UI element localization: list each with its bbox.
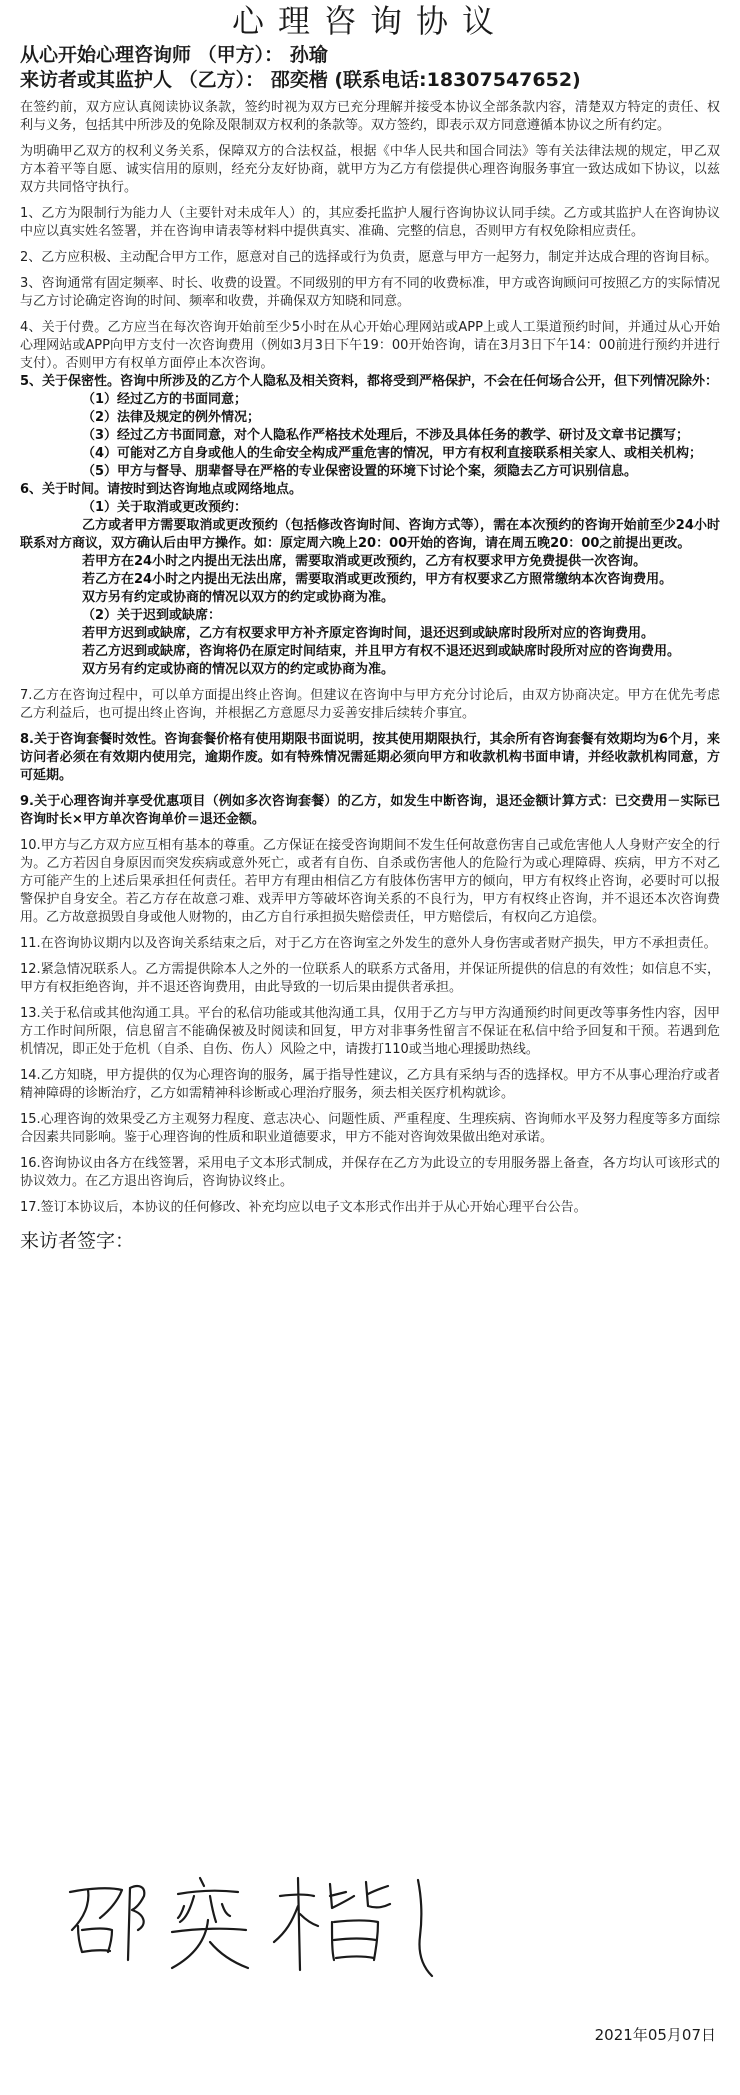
clause-2: 2、乙方应积极、主动配合甲方工作，愿意对自己的选择或行为负责，愿意与甲方一起努力，制定并达成合理的咨询目标。: [20, 250, 718, 265]
clause-6-sub-1-para-4: 双方另有约定或协商的情况以双方的约定或协商为准。: [82, 590, 395, 605]
clause-7: 7.乙方在咨询过程中，可以单方面提出终止咨询。但建议在咨询中与甲方充分讨论后，由双方协商决定。甲方在优先考虑乙方利益后，也可提出终止咨询，并根据乙方意愿尽力妥善安排后续转介事宜。: [20, 688, 720, 721]
clause-14: 14.乙方知晓，甲方提供的仅为心理咨询的服务，属于指导性建议，乙方具有采纳与否的选择权。甲方不从事心理治疗或者精神障碍的诊断治疗，乙方如需精神科诊断或心理治疗服务，须去相关医疗机构就诊。: [20, 1068, 720, 1101]
clause-6-head: 6、关于时间。请按时到达咨询地点或网络地点。: [20, 482, 303, 497]
clause-13: 13.关于私信或其他沟通工具。平台的私信功能或其他沟通工具，仅用于乙方与甲方沟通预约时间更改等事务性内容，因甲方工作时间所限，信息留言不能确保被及时阅读和回复，甲方对非事务性留言不保证在私信中给予回复和干预。若遇到危机情况，即正处于危机（自杀、自伤、伤人）风险之中，请拨打110或当地心理援助热线。: [20, 1006, 720, 1057]
clause-5-head: 5、关于保密性。咨询中所涉及的乙方个人隐私及相关资料，都将受到严格保护，不会在任何场合公开，但下列情况除外：: [20, 374, 719, 389]
clause-12: 12.紧急情况联系人。乙方需提供除本人之外的一位联系人的联系方式备用，并保证所提供的信息的有效性；如信息不实，甲方有权拒绝咨询，并不退还咨询费用，由此导致的一切后果由提供者承担。: [20, 962, 720, 995]
clause-6-sub-1-para-2: 若甲方在24小时之内提出无法出席，需要取消或更改预约，乙方有权要求甲方免费提供一次咨询。: [82, 554, 647, 569]
clause-6-sub-1-para-3: 若乙方在24小时之内提出无法出席，需要取消或更改预约，甲方有权要求乙方照常缴纳本次咨询费用。: [82, 572, 673, 587]
clause-6-sub-2-para-2: 若乙方迟到或缺席，咨询将仍在原定时间结束，并且甲方有权不退还迟到或缺席时段所对应的咨询费用。: [82, 644, 681, 659]
clause-4: 4、关于付费。乙方应当在每次咨询开始前至少5小时在从心开始心理网站或APP上或人工渠道预约时间，并通过从心开始心理网站或APP向甲方支付一次咨询费用（例如3月3日下午19：00开始咨询，请在3月3日下午14：00前进行预约并进行支付）。否则甲方有权单方面停止本次咨询。: [20, 320, 720, 371]
intro-paragraph-1: 在签约前，双方应认真阅读协议条款，签约时视为双方已充分理解并接受本协议全部条款内容，清楚双方特定的责任、权利与义务，包括其中所涉及的免除及限制双方权利的条款等。双方签约，即表示双方同意遵循本协议之所有约定。: [20, 100, 720, 133]
clause-6-sub-2-para-1: 若甲方迟到或缺席，乙方有权要求甲方补齐原定咨询时间，退还迟到或缺席时段所对应的咨询费用。: [82, 626, 655, 641]
clause-16: 16.咨询协议由各方在线签署，采用电子文本形式制成，并保存在乙方为此设立的专用服务器上备查，各方均认可该形式的协议效力。在乙方退出咨询后，咨询协议终止。: [20, 1156, 720, 1189]
clause-5-item-2: （2）法律及规定的例外情况；: [82, 410, 261, 425]
clause-5-item-5: （5）甲方与督导、朋辈督导在严格的专业保密设置的环境下讨论个案，须隐去乙方可识别信息。: [82, 464, 638, 479]
document-title: 心理咨询协议: [231, 2, 508, 40]
party-b-line: 来访者或其监护人 （乙方）： 邵奕楷 (联系电话:18307547652): [20, 69, 581, 91]
intro-paragraph-2: 为明确甲乙双方的权利义务关系，保障双方的合法权益，根据《中华人民共和国合同法》等有关法律法规的规定，甲乙双方本着平等自愿、诚实信用的原则，经充分友好协商，就甲方为乙方有偿提供心理咨询服务事宜一致达成如下协议，以兹双方共同恪守执行。: [20, 144, 720, 195]
clause-3: 3、咨询通常有固定频率、时长、收费的设置。不同级别的甲方有不同的收费标准，甲方或咨询顾问可按照乙方的实际情况与乙方讨论确定咨询的时间、频率和收费，并确保双方知晓和同意。: [20, 276, 720, 309]
clause-8: 8.关于咨询套餐时效性。咨询套餐价格有使用期限书面说明，按其使用期限执行，其余所有咨询套餐有效期均为6个月，来访问者必须在有效期内使用完，逾期作废。如有特殊情况需延期必须向甲方和收款机构书面申请，并经收款机构同意，方可延期。: [20, 732, 720, 783]
clause-6: [20, 481, 720, 679]
clause-6-sub-1-title: （1）关于取消或更改预约：: [82, 500, 248, 515]
clause-5-item-4: （4）可能对乙方自身或他人的生命安全构成严重危害的情况，甲方有权利直接联系相关家人、或相关机构；: [82, 446, 703, 461]
handwritten-signature: [60, 1860, 530, 1980]
clause-5-item-1: （1）经过乙方的书面同意；: [82, 392, 248, 407]
clause-17: 17.签订本协议后，本协议的任何修改、补充均应以电子文本形式作出并于从心开始心理平台公告。: [20, 1200, 587, 1215]
signing-date: 2021年05月07日: [594, 2026, 716, 2044]
clause-6-sub-1-para-1: 乙方或者甲方需要取消或更改预约（包括修改咨询时间、咨询方式等），需在本次预约的咨询开始前至少24小时联系对方商议，双方确认后由甲方操作。如：原定周六晚上20：00开始的咨询，请在周五晚20：00之前提出更改。: [20, 518, 720, 551]
clause-11: 11.在咨询协议期内以及咨询关系结束之后，对于乙方在咨询室之外发生的意外人身伤害或者财产损失，甲方不承担责任。: [20, 936, 717, 951]
party-a-line: 从心开始心理咨询师 （甲方）： 孙瑜: [20, 44, 328, 66]
clause-5: [20, 373, 720, 481]
clause-5-item-3: （3）经过乙方书面同意，对个人隐私作严格技术处理后，不涉及具体任务的教学、研讨及文章书记撰写；: [82, 428, 690, 443]
clause-6-sub-2-title: （2）关于迟到或缺席：: [82, 608, 222, 623]
clause-15: 15.心理咨询的效果受乙方主观努力程度、意志决心、问题性质、严重程度、生理疾病、咨询师水平及努力程度等多方面综合因素共同影响。鉴于心理咨询的性质和职业道德要求，甲方不能对咨询效果做出绝对承诺。: [20, 1112, 720, 1145]
signature-label: 来访者签字：: [20, 1230, 135, 1252]
clause-9: 9.关于心理咨询并享受优惠项目（例如多次咨询套餐）的乙方，如发生中断咨询，退还金额计算方式：已交费用－实际已咨询时长×甲方单次咨询单价＝退还金额。: [20, 794, 720, 827]
clause-6-sub-2-para-3: 双方另有约定或协商的情况以双方的约定或协商为准。: [82, 662, 395, 677]
clause-10: 10.甲方与乙方双方应互相有基本的尊重。乙方保证在接受咨询期间不发生任何故意伤害自己或危害他人人身财产安全的行为。乙方若因自身原因而突发疾病或意外死亡，或者有自伤、自杀或伤害他人的危险行为或心理障碍、疾病，甲方不对乙方可能产生的上述后果承担任何责任。若甲方有理由相信乙方有肢体伤害甲方的倾向，甲方有权终止咨询，必要时可以报警保护自身安全。若乙方存在故意刁难、戏弄甲方等破坏咨询关系的不良行为，甲方有权终止咨询，并不退还本次咨询费用。乙方故意损毁自身或他人财物的，由乙方自行承担损失赔偿责任，甲方赔偿后，有权向乙方追偿。: [20, 838, 720, 925]
clause-1: 1、乙方为限制行为能力人（主要针对未成年人）的，其应委托监护人履行咨询协议认同手续。乙方或其监护人在咨询协议中应以真实姓名签署，并在咨询申请表等材料中提供真实、准确、完整的信息，否则甲方有权免除相应责任。: [20, 206, 720, 239]
